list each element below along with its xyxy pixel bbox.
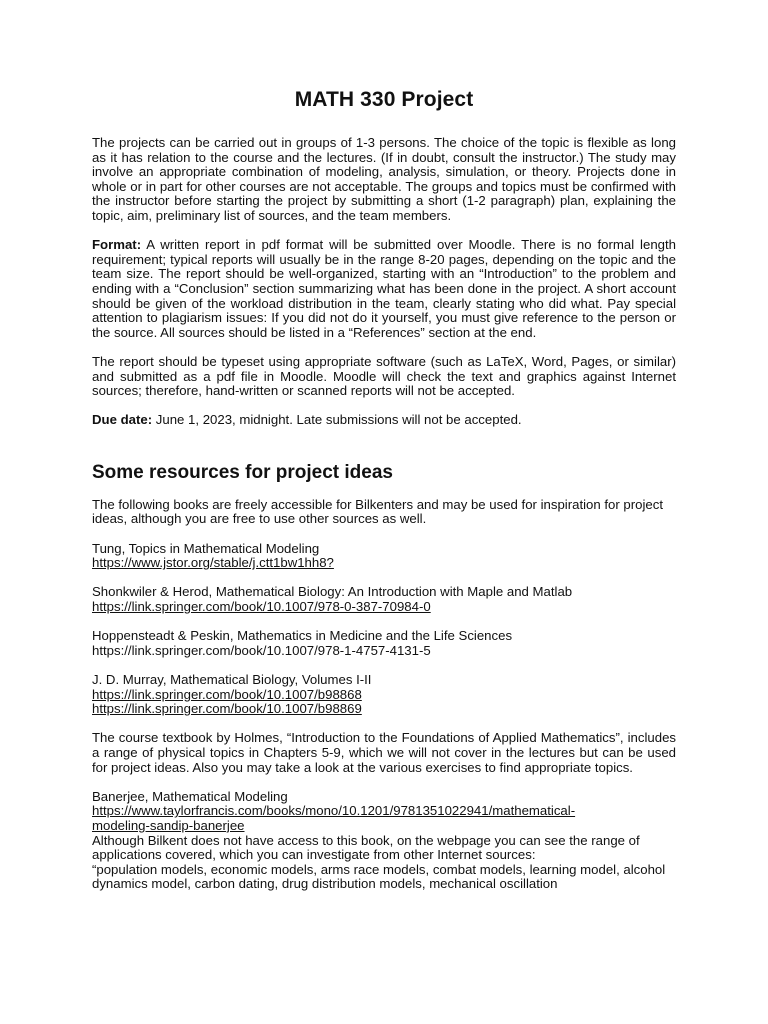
book-title: Shonkwiler & Herod, Mathematical Biology: An Introduction with Maple and Matlab — [92, 584, 573, 600]
banerjee-link-line-2[interactable]: modeling-sandip-banerjee — [92, 817, 245, 833]
book-entry-shonkwiler — [92, 585, 676, 614]
book-title: Hoppensteadt & Peskin, Mathematics in Medicine and the Life Sciences — [92, 628, 513, 644]
document-page — [92, 88, 676, 892]
resources-intro: The following books are freely accessible for Bilkenters and may be used for inspiration for project ideas, although you are free to use other sources as well. — [92, 496, 664, 527]
book-link[interactable]: https://www.jstor.org/stable/j.ctt1bw1hh8? — [92, 555, 334, 571]
format-text: A written report in pdf format will be submitted over Moodle. There is no formal length requirement; typical reports will usually be in the range 8-20 pages, depending on the topic and the team size. The report should be well-organized, starting with an “Introduction” to the problem and ending with a “Conclusion” section summarizing what has been done in the project. A short account should be given of the workload distribution in the team, clearly stating who did what. Pay special attention to plagiarism issues: If you did not do it yourself, you must give reference to the person or the source. All sources should be listed in a “References” section at the end. — [92, 237, 676, 340]
typeset-paragraph: The report should be typeset using appropriate software (such as LaTeX, Word, Pages, or similar) and submitted as a pdf file in Moodle. Moodle will check the text and graphics against Internet sources; therefore, hand-written or scanned reports will not be accepted. — [92, 353, 676, 399]
banerjee-quote: “population models, economic models, arms race models, combat models, learning model, alcohol dynamics model, carbon dating, drug distribution models, mechanical oscillation — [92, 861, 666, 892]
banerjee-link[interactable] — [92, 804, 676, 833]
book-url-text: https://link.springer.com/book/10.1007/978-1-4757-4131-5 — [92, 642, 431, 658]
format-paragraph — [92, 238, 676, 340]
page-title: MATH 330 Project — [294, 88, 474, 111]
book-entry-hoppensteadt — [92, 629, 676, 658]
banerjee-note: Although Bilkent does not have access to this book, on the webpage you can see the range of applications covered, which you can investigate from other Internet sources: — [92, 832, 640, 863]
format-label: Format: — [92, 237, 142, 253]
book-title: Tung, Topics in Mathematical Modeling — [92, 540, 320, 556]
due-date-paragraph — [92, 413, 676, 428]
book-entry-banerjee — [92, 790, 676, 892]
textbook-paragraph: The course textbook by Holmes, “Introduction to the Foundations of Applied Mathematics”, includes a range of physical topics in Chapters 5-9, which we will not cover in the lectures but can be used for project ideas. Also you may take a look at the various exercises to find appropriate topics. — [92, 730, 676, 775]
due-date-label: Due date: — [92, 412, 153, 428]
resources-heading: Some resources for project ideas — [92, 461, 393, 483]
book-link-volume-2[interactable]: https://link.springer.com/book/10.1007/b98869 — [92, 701, 362, 717]
banerjee-link-line-1[interactable]: https://www.taylorfrancis.com/books/mono/10.1201/9781351022941/mathematical- — [92, 803, 576, 819]
book-title: Banerjee, Mathematical Modeling — [92, 788, 288, 804]
intro-paragraph: The projects can be carried out in groups of 1-3 persons. The choice of the topic is flexible as long as it has relation to the course and the lectures. (If in doubt, consult the instructor.) The study may involve an appropriate combination of modeling, analysis, simulation, or theory. Projects done in whole or in part for other courses are not acceptable. The groups and topics must be confirmed with the instructor before starting the project by submitting a short (1-2 paragraph) plan, explaining the topic, aim, preliminary list of sources, and the team members. — [92, 135, 676, 223]
book-entry-tung — [92, 542, 676, 571]
due-date-text: June 1, 2023, midnight. Late submissions will not be accepted. — [155, 412, 522, 428]
book-link-volume-1[interactable]: https://link.springer.com/book/10.1007/b98868 — [92, 686, 362, 702]
book-title: J. D. Murray, Mathematical Biology, Volumes I-II — [92, 672, 372, 687]
book-entry-murray — [92, 673, 676, 717]
book-link[interactable]: https://link.springer.com/book/10.1007/978-0-387-70984-0 — [92, 599, 431, 615]
